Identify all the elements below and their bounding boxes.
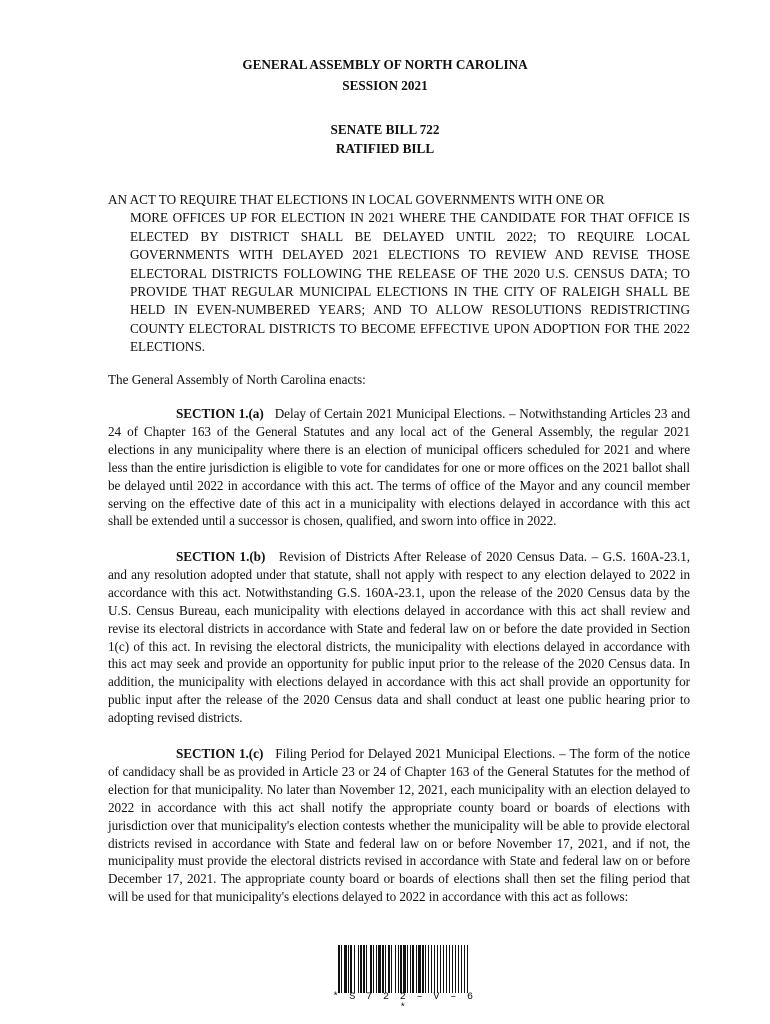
act-title-continuation: MORE OFFICES UP FOR ELECTION IN 2021 WHERE THE CANDIDATE FOR THAT OFFICE IS ELECTED BY DISTRICT SHALL BE DELAYED UNTIL 2022; TO REQUIRE LOCAL GOVERNMENTS WITH DELAYED 2021 ELECTIONS TO REVIEW AND REVISE THOSE ELECTORAL DISTRICTS FOLLOWING THE RELEASE OF THE 2020 U.S. CENSUS DATA; TO PROVIDE THAT REGULAR MUNICIPAL ELECTIONS IN THE CITY OF RALEIGH SHALL BE HELD IN EVEN-NUMBERED YEARS; AND TO ALLOW RESOLUTIONS REDISTRICTING COUNTY ELECTORAL DISTRICTS TO BECOME EFFECTIVE UPON ADOPTION FOR THE 2022 ELECTIONS. (130, 210, 690, 355)
section-1b (108, 548, 690, 727)
barcode-graphic (338, 945, 470, 993)
bill-number: SENATE BILL 722 (330, 122, 440, 137)
section-heading: SECTION 1.(a) (176, 406, 264, 421)
section-1a (108, 405, 690, 530)
section-text: Revision of Districts After Release of 2020 Census Data. – G.S. 160A-23.1, and any resolution adopted under that statute, shall not apply with respect to any election delayed to 2022 in accordance with this act. Notwithstanding G.S. 160A-23.1, upon the release of the 2020 Census data by the U.S. Census Bureau, each municipality with elections delayed in accordance with this act shall review and revise its electoral districts in accordance with State and federal law on or before the date provided in Section 1(c) of this act. In revising the electoral districts, the municipality with elections delayed in accordance with this act may seek and provide an opportunity for public input prior to the release of the 2020 Census data. In addition, the municipality with elections delayed in accordance with this act shall provide an opportunity for public input after the release of the 2020 Census data and shall conduct at least one public hearing prior to adopting revised districts. (108, 549, 690, 726)
section-text: Delay of Certain 2021 Municipal Elections. – Notwithstanding Articles 23 and 24 of Chapter 163 of the General Statutes and any local act of the General Assembly, the regular 2021 elections in any municipality where there is an election of municipal officers scheduled for 2021 and where less than the entire jurisdiction is eligible to vote for candidates for one or more offices on the 2021 ballot shall be delayed until 2022 in accordance with this act. The terms of office of the Mayor and any council member serving on the effective date of this act in a municipality with elections delayed in accordance with this act shall be extended until a successor is chosen, qualified, and sworn into office in 2022. (108, 406, 690, 529)
act-title-first-line: AN ACT TO REQUIRE THAT ELECTIONS IN LOCAL GOVERNMENTS WITH ONE OR (108, 192, 605, 207)
bill-status: RATIFIED BILL (335, 141, 435, 156)
section-text: Filing Period for Delayed 2021 Municipal Elections. – The form of the notice of candidacy shall be as provided in Article 23 or 24 of Chapter 163 of the General Statutes for the method of election for that municipality. No later than November 12, 2021, each municipality with an election delayed to 2022 in accordance with this act shall notify the appropriate county board or boards of elections with jurisdiction over that municipality's election contests whether the municipality will be able to provide electoral districts revised in accordance with State and federal law on or before November 17, 2021, and if not, the municipality must provide the electoral districts revised in accordance with State and federal law on or before December 17, 2021. The appropriate county board or boards of elections shall then set the filing period that will be used for that municipality's elections delayed to 2022 in accordance with this act as follows: (108, 746, 691, 905)
enacting-clause: The General Assembly of North Carolina enacts: (108, 372, 366, 387)
assembly-heading: GENERAL ASSEMBLY OF NORTH CAROLINA (242, 57, 528, 72)
act-title (108, 191, 690, 357)
barcode-label: * S 7 2 2 – V – 6 * (332, 992, 476, 1014)
section-1c (108, 745, 690, 906)
section-heading: SECTION 1.(b) (176, 549, 266, 564)
session-heading: SESSION 2021 (342, 78, 428, 93)
section-heading: SECTION 1.(c) (176, 746, 264, 761)
